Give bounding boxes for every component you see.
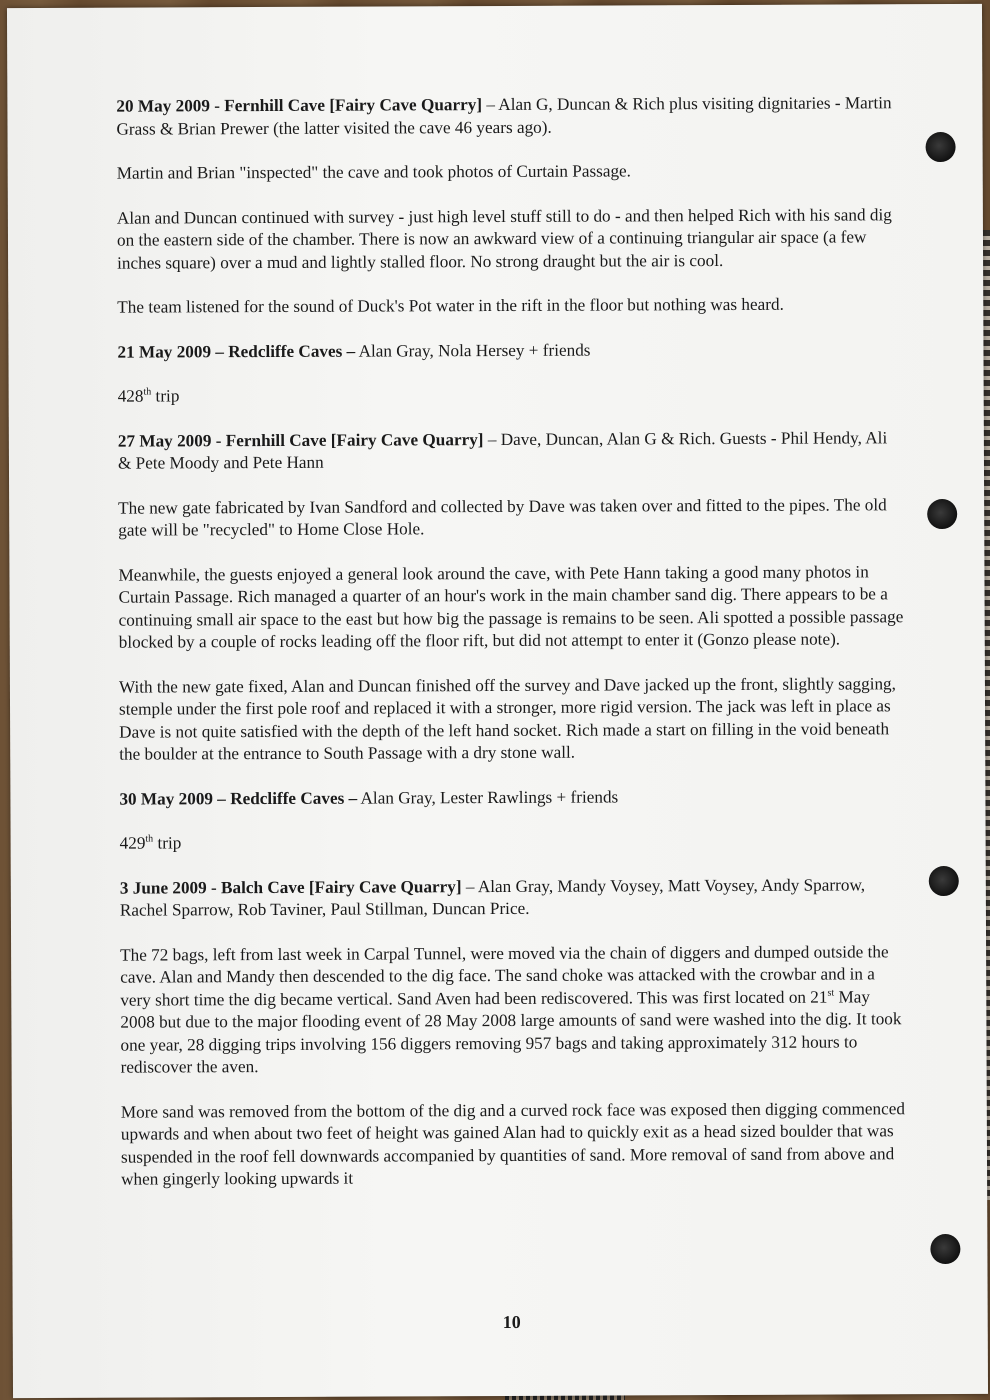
entry-party: – Alan Gray, Mandy Voysey, Matt Voysey, Andy Sparrow, Rachel Sparrow, Rob Taviner, Paul Stillman, Duncan Price. — [119, 874, 866, 920]
paragraph — [120, 941, 907, 1079]
paragraph: The new gate fabricated by Ivan Sandford and collected by Dave was taken over and fitted to the pipes. The old gate will be "recycled" to Home Close Hole. — [118, 494, 887, 540]
entry-date-location: 27 May 2009 - Fernhill Cave [Fairy Cave Quarry] — [117, 429, 484, 451]
log-entry-heading — [116, 92, 902, 140]
page-number: 10 — [502, 1311, 521, 1332]
log-entry-heading — [119, 785, 905, 811]
trip-count — [118, 382, 904, 408]
entry-date-location: 3 June 2009 - Balch Cave [Fairy Cave Quarry] — [119, 876, 462, 898]
log-entry-heading — [117, 338, 903, 364]
entry-party: – Dave, Duncan, Alan G & Rich. Guests - Phil Hendy, Ali & Pete Moody and Pete Hann — [117, 427, 888, 473]
paragraph: Martin and Brian "inspected" the cave and took photos of Curtain Passage. — [116, 161, 631, 183]
entry-party: Alan Gray, Nola Hersey + friends — [355, 340, 591, 361]
paragraph: Meanwhile, the guests enjoyed a general look around the cave, with Pete Hann taking a good many photos in Curtain Passage. Rich managed a quarter of an hour's work in the main chamber sand dig. There appears to be a continuing small air space to the east but how big the passage is remains to be seen. Ali spotted a possible passage blocked by a couple of rocks leading off the floor rift, but did not attempt to enter it (Gonzo please note). — [118, 561, 904, 652]
paragraph: The team listened for the sound of Duck's Pot water in the rift in the floor but nothing was heard. — [117, 294, 784, 317]
paragraph: Alan and Duncan continued with survey - just high level stuff still to do - and then helped Rich with his sand dig on the eastern side of the chamber. There is now an awkward view of a continuing triangular air space (a few inches square) over a mud and lightly stalled floor. No strong draught but the air is cool. — [116, 204, 892, 273]
punch-hole-icon — [930, 1234, 960, 1264]
trip-count — [120, 829, 906, 855]
trip-number: 428 — [117, 386, 144, 406]
entry-party: Alan Gray, Lester Rawlings + friends — [357, 786, 619, 808]
trip-label: trip — [151, 386, 180, 406]
ordinal-suffix: st — [827, 987, 835, 999]
ordinal-suffix: th — [143, 386, 152, 398]
trip-label: trip — [153, 833, 182, 853]
paragraph: With the new gate fixed, Alan and Duncan finished off the survey and Dave jacked up the front, slightly sagging, stemple under the first pole roof and replaced it with a stronger, more rigid version. The jack was left in place as Dave is not quite satisfied with the depth of the left hand socket. Rich made a start on filling in the void beneath the boulder at the entrance to South Passage with a dry stone wall. — [118, 673, 896, 764]
entry-party: – Alan G, Duncan & Rich plus visiting dignitaries - Martin Grass & Brian Prewer (the latter visited the cave 46 years ago). — [116, 93, 892, 139]
paragraph-text: The 72 bags, left from last week in Carpal Tunnel, were moved via the chain of diggers and dumped outside the cave. Alan and Mandy then descended to the dig face. The sand choke was attacked with the crowbar and in a very short time the dig became vertical. Sand Aven had been rediscovered. This was first located on 21 — [120, 941, 889, 1010]
entry-date-location: 20 May 2009 - Fernhill Cave [Fairy Cave Quarry] — [116, 95, 483, 116]
document-body — [116, 92, 907, 1213]
log-entry-heading — [118, 427, 904, 475]
trip-number: 429 — [119, 833, 146, 853]
log-entry-heading — [120, 874, 906, 922]
ordinal-suffix: th — [145, 833, 154, 845]
punch-hole-icon — [927, 499, 957, 529]
paragraph: More sand was removed from the bottom of the dig and a curved rock face was exposed then digging commenced upwards and when about two feet of height was gained Alan had to quickly exit as a head sized boulder that was suspended in the roof fell downwards accompanied by quantities of sand. More removal of sand from above and when gingerly looking upwards it — [120, 1098, 905, 1189]
entry-date-location: 30 May 2009 – Redcliffe Caves – — [119, 788, 358, 809]
paragraph-text: May 2008 but due to the major flooding event of 28 May 2008 large amounts of sand were washed into the dig. It took one year, 28 digging trips involving 156 diggers removing 957 bags and taking approximately 312 hours to rediscover the aven. — [120, 986, 902, 1077]
document-page — [7, 4, 988, 1398]
entry-date-location: 21 May 2009 – Redcliffe Caves – — [117, 341, 356, 362]
punch-hole-icon — [929, 866, 959, 896]
punch-hole-icon — [926, 132, 956, 162]
